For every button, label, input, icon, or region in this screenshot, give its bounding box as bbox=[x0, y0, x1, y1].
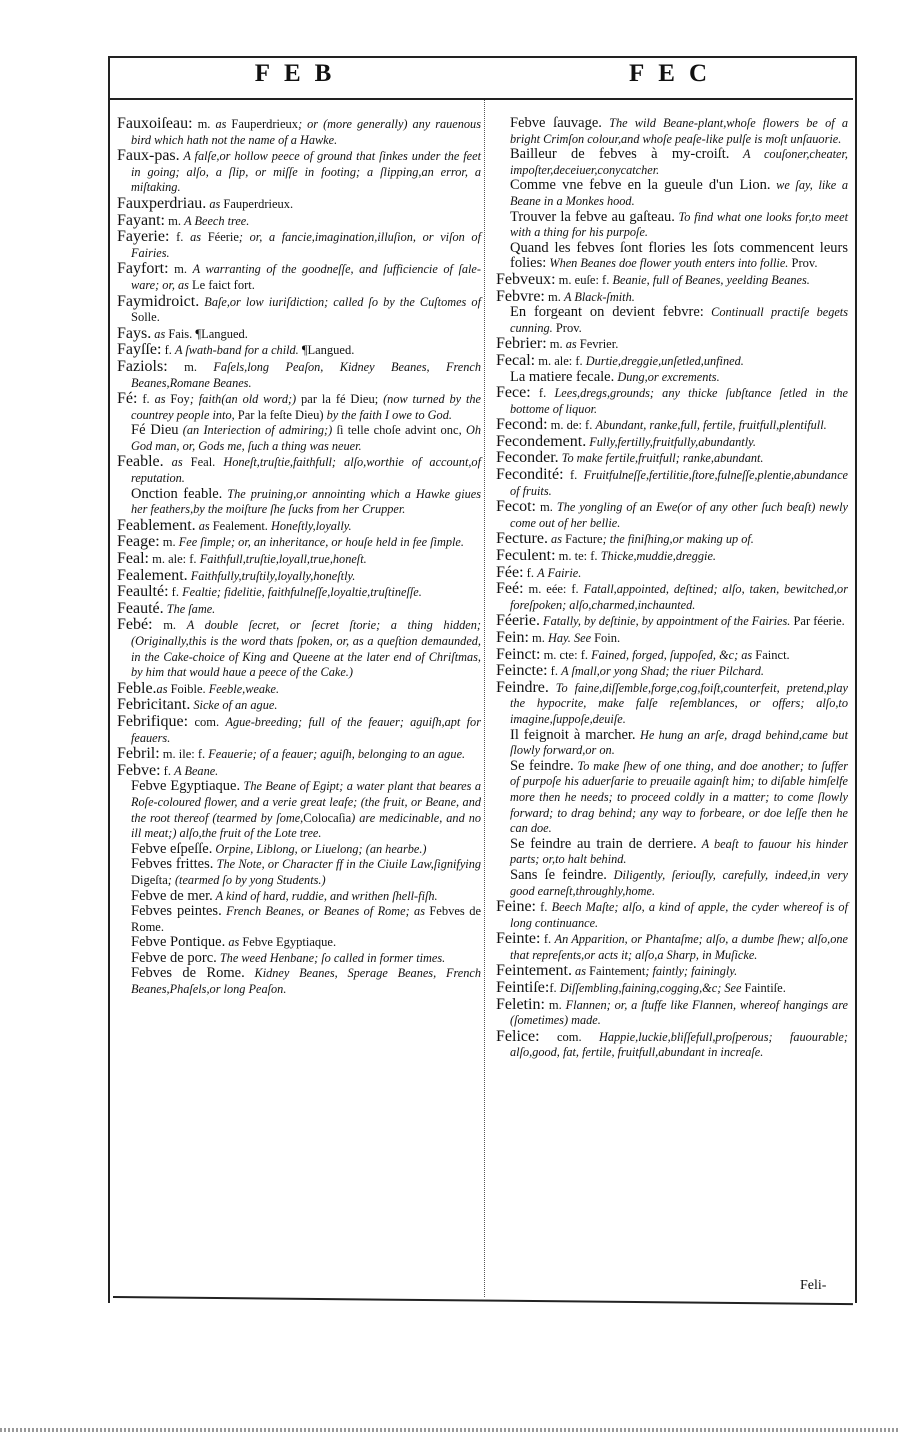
dictionary-entry bbox=[117, 116, 481, 148]
dictionary-subentry bbox=[496, 837, 848, 868]
dictionary-entry bbox=[496, 353, 848, 370]
french-reference: Solle. bbox=[131, 310, 160, 325]
headword: Comme vne febve en la gueule d'un Lion. bbox=[510, 177, 771, 194]
definition-text: as bbox=[156, 681, 171, 696]
headword: Fecot: bbox=[496, 498, 536, 516]
definition-text: Honeſt,truſtie,faithfull; alſo,worthie of account,of reputation. bbox=[131, 455, 481, 486]
dictionary-subentry bbox=[496, 370, 848, 386]
dictionary-entry bbox=[496, 630, 848, 647]
catchword: Feli- bbox=[800, 1278, 827, 1293]
grammar-label: m. bbox=[544, 997, 566, 1012]
definition-text: A beaſt to fauour his hinder parts; or,to halt behind. bbox=[510, 836, 848, 867]
definition-text: Abundant, ranke,full, fertile, fruitfull,plentifull. bbox=[595, 418, 827, 433]
dictionary-subentry bbox=[117, 779, 481, 841]
dictionary-entry bbox=[496, 499, 848, 531]
definition-text: To make fertile,fruitfull; ranke,abundant. bbox=[558, 451, 764, 466]
grammar-label: m. bbox=[168, 262, 193, 277]
definition-text: Oh God man, or, Gods me, ſuch a thing was neuer. bbox=[131, 423, 482, 453]
definition-text: Faſels,long Peaſon, Kidney Beanes, French Beanes,Romane Beanes. bbox=[131, 359, 481, 390]
headword: Fecondité: bbox=[496, 466, 564, 484]
french-reference: Fauperdrieux bbox=[231, 117, 299, 131]
definition-text: Fatall,appointed, deſtined; alſo, taken, bewitched,or foreſpoken; alſo,charmed,inchaunted. bbox=[510, 582, 848, 612]
dictionary-entry bbox=[117, 391, 481, 423]
dictionary-entry bbox=[496, 272, 848, 289]
dictionary-entry bbox=[496, 899, 848, 931]
headword: Febveux: bbox=[496, 270, 556, 288]
definition-text: Fealtie; fidelitie, faithfulneſſe,loyaltie,truſtineſſe. bbox=[182, 585, 422, 600]
definition-text: Fruitfulneſſe,fertilitie,ſtore,fulneſſe,plentie,abundance of fruits. bbox=[510, 468, 848, 498]
dictionary-subentry bbox=[496, 147, 848, 178]
definition-text: The Beane of Egipt; a water plant that beares a Roſe-coloured flower, and a verie great leafe; (the fruit, or Beane, and the root thereof (tearmed by ſome, bbox=[131, 779, 481, 825]
definition-text: To make ſhew of one thing, and doe another; to ſuffer of purpoſe his aduerſarie to preuaile againſt him; to diſable himſelfe more then he needs; to proceed coldly in a matter; to come ſlowly forward; to drag behind; any way to forbeare, or doe leſſe then he can doe. bbox=[510, 758, 848, 836]
dictionary-entry bbox=[496, 581, 848, 613]
french-reference: Par la feſte Dieu) bbox=[237, 407, 324, 422]
dictionary-subentry bbox=[117, 966, 481, 997]
dictionary-subentry bbox=[117, 935, 481, 951]
headword: Febve de mer. bbox=[131, 887, 213, 904]
definition-text: ; or (more generally) any rauenous bird which hath not the name of a Hawke. bbox=[131, 117, 481, 147]
headword: Feindre. bbox=[496, 678, 549, 696]
definition-text: Fee ſimple; or, an inheritance, or houſe held in fee ſimple. bbox=[178, 535, 464, 550]
headword: Fé Dieu bbox=[131, 422, 179, 439]
definition-text: ; (tearmed ſo by yong Students.) bbox=[167, 872, 326, 887]
definition-text: A warranting of the goodneſſe, and ſufficiencie of ſale-ware; or, as bbox=[131, 262, 481, 292]
headword: Fein: bbox=[496, 629, 529, 646]
definition-text: Feauerie; of a feauer; aguiſh, belonging to an ague. bbox=[208, 747, 466, 762]
dictionary-entry bbox=[496, 997, 848, 1029]
definition-text: (now turned by the countrey people into, bbox=[131, 392, 481, 422]
definition-text: ; or, a fancie,imagination,illuſion, or viſon of Fairies. bbox=[131, 230, 481, 260]
french-reference: Febve Egyptiaque. bbox=[242, 935, 337, 950]
definition-text: as bbox=[195, 518, 213, 533]
headword: Febve de porc. bbox=[131, 949, 217, 966]
headword: Fauxoiſeau: bbox=[117, 115, 193, 132]
french-reference: Féerie bbox=[207, 230, 239, 245]
definition-text: by the faith I owe to God. bbox=[323, 407, 452, 422]
grammar-label: com. bbox=[539, 1029, 599, 1044]
grammar-label: m. bbox=[192, 117, 216, 131]
dictionary-entry bbox=[117, 261, 481, 293]
dictionary-subentry bbox=[496, 178, 848, 209]
french-reference: Facture bbox=[565, 532, 603, 547]
dictionary-entry bbox=[496, 565, 848, 582]
dictionary-subentry bbox=[117, 487, 481, 518]
dictionary-entry bbox=[496, 450, 848, 467]
dictionary-entry bbox=[496, 680, 848, 728]
definition-text: Faithfully,truſtily,loyally,honeſtly. bbox=[187, 568, 356, 583]
definition-text: To faine,diſſemble,forge,cog,foiſt,counterfeit, pretend,play the hypocrite, make falſe reſemblances, or offers; alſo,to imagine,ſuppoſe,deuiſe. bbox=[510, 680, 848, 726]
headword: Feinte: bbox=[496, 930, 541, 948]
french-reference: Fainct. bbox=[755, 647, 790, 662]
grammar-label: f. bbox=[563, 468, 584, 483]
dictionary-entry bbox=[117, 584, 481, 601]
dictionary-subentry bbox=[496, 116, 848, 147]
headword: Febves peintes. bbox=[131, 903, 222, 920]
dictionary-entry bbox=[117, 454, 481, 486]
definition-text: Baſe,or low iuriſdiction; called ſo by the Cuſtomes of bbox=[199, 294, 481, 309]
definition-text: ; the finiſhing,or making up of. bbox=[602, 532, 754, 547]
headword: Febves frittes. bbox=[131, 856, 214, 873]
headword: Fayerie: bbox=[117, 228, 170, 246]
dictionary-entry bbox=[117, 697, 481, 714]
dictionary-entry bbox=[117, 681, 481, 698]
definition-text: Honeſtly,loyally. bbox=[267, 518, 352, 533]
headword: Febve: bbox=[117, 761, 161, 779]
definition-text: as bbox=[547, 532, 566, 547]
definition-text: (an Interiection of admiring;) bbox=[178, 423, 337, 438]
headword: Fayfort: bbox=[117, 260, 169, 278]
dictionary-subentry bbox=[117, 904, 481, 935]
definition-text: Ague-breeding; full of the feauer; aguiſh,apt for feauers. bbox=[131, 714, 481, 745]
definition-text: as bbox=[190, 230, 208, 245]
headword: Felice: bbox=[496, 1027, 540, 1045]
dictionary-entry bbox=[496, 931, 848, 963]
definition-text: as bbox=[571, 964, 590, 979]
definition-text: as bbox=[154, 392, 171, 407]
grammar-label: f. bbox=[530, 386, 555, 401]
definition-text: To find what one looks for,to meet with a thing for his purpoſe. bbox=[510, 209, 848, 240]
french-reference: Faintement bbox=[589, 964, 646, 979]
dictionary-entry bbox=[496, 548, 848, 565]
grammar-label: f. bbox=[169, 230, 191, 245]
definition-text: A kind of hard, ruddie, and writhen ſhell-fiſh. bbox=[212, 888, 438, 903]
french-reference: Fais. ¶Langued. bbox=[168, 326, 248, 341]
grammar-label: f. bbox=[523, 565, 538, 580]
dictionary-entry bbox=[117, 601, 481, 618]
dictionary-entry bbox=[496, 647, 848, 664]
dictionary-entry bbox=[117, 229, 481, 261]
grammar-label: m. bbox=[536, 500, 557, 515]
dictionary-entry bbox=[117, 213, 481, 230]
dictionary-entry bbox=[496, 336, 848, 353]
grammar-label: m. bbox=[159, 535, 179, 550]
definition-text: as bbox=[151, 326, 169, 341]
headword: Febrier: bbox=[496, 335, 547, 353]
headword: Fays. bbox=[117, 324, 152, 342]
definition-text: A falſe,or hollow peece of ground that ſinkes under the feet in going; alſo, a ſlip, or miſſe in footing; a ſlipping,an error, a miſtaking. bbox=[131, 149, 481, 195]
french-reference: ¶Langued. bbox=[301, 343, 355, 358]
definition-text: as bbox=[565, 337, 580, 352]
grammar-label: m. de: f. bbox=[547, 418, 596, 433]
headword: Febves de Rome. bbox=[131, 965, 245, 982]
headword: Faziols: bbox=[117, 357, 168, 375]
definition-text: The weed Henbane; ſo called in former times. bbox=[216, 950, 446, 965]
headword: Feaulté: bbox=[117, 583, 169, 601]
grammar-label: m. ile: f. bbox=[159, 747, 209, 762]
french-reference: Faintiſe. bbox=[744, 981, 786, 996]
headword: Fayſſe: bbox=[117, 341, 162, 359]
headword: Feculent: bbox=[496, 547, 556, 565]
definition-text: Continuall practiſe begets cunning. bbox=[510, 305, 848, 335]
definition-text: as bbox=[206, 196, 224, 211]
grammar-label: f. bbox=[536, 900, 552, 915]
headword: Feletin: bbox=[496, 995, 545, 1013]
dictionary-entry bbox=[117, 617, 481, 680]
headword: Feauté. bbox=[117, 599, 164, 617]
definition-text: A ſmall,or yong Shad; the riuer Pilchard. bbox=[561, 664, 764, 679]
dictionary-entry bbox=[117, 551, 481, 568]
headword: Febve Pontique. bbox=[131, 934, 226, 951]
headword: Feble. bbox=[117, 679, 157, 697]
definition-text: A Black-ſmith. bbox=[563, 289, 635, 304]
definition-text: Feeble,weake. bbox=[205, 681, 280, 696]
definition-text: Fully,fertilly,fruitfully,abundantly. bbox=[586, 434, 756, 449]
dictionary-entry bbox=[117, 326, 481, 343]
definition-text: A Fairie. bbox=[537, 565, 582, 580]
definition-text: Lees,dregs,grounds; any thicke ſubſtance ſetled in the bottome of liquor. bbox=[510, 386, 848, 416]
dictionary-entry bbox=[496, 434, 848, 451]
grammar-label: f. bbox=[161, 343, 175, 358]
headword: Féerie. bbox=[496, 612, 540, 630]
headword: Febvre: bbox=[496, 287, 545, 305]
header-rule-right bbox=[485, 98, 853, 100]
french-reference: Fevrier. bbox=[579, 337, 619, 352]
column-divider bbox=[484, 100, 485, 1297]
definition-text: A Beech tree. bbox=[184, 213, 250, 228]
headword: Fealement. bbox=[117, 566, 188, 584]
definition-text: Kidney Beanes, Sperage Beanes, French Beanes,Phaſels,or long Peaſon. bbox=[131, 966, 482, 997]
scan-edge bbox=[0, 1428, 899, 1432]
dictionary-entry bbox=[496, 613, 848, 630]
dictionary-subentry bbox=[496, 868, 848, 899]
dictionary-entry bbox=[117, 148, 481, 196]
grammar-label: m. euſe: f. bbox=[555, 272, 613, 287]
dictionary-entry bbox=[117, 342, 481, 359]
dictionary-entry bbox=[496, 385, 848, 417]
dictionary-subentry bbox=[117, 857, 481, 888]
french-reference: Digeſta bbox=[131, 872, 168, 887]
definition-text: He hung an arſe, dragd behind,came but ſlowly forward,or on. bbox=[510, 727, 848, 758]
definition-text: Diſſembling,faining,cogging,&c; See bbox=[559, 981, 745, 996]
headword: Fé: bbox=[117, 390, 138, 408]
french-reference: par la fé Dieu; bbox=[301, 392, 379, 407]
french-reference: Prov. bbox=[788, 256, 818, 271]
dictionary-entry bbox=[117, 534, 481, 551]
french-reference: Foible. bbox=[170, 681, 206, 696]
headword: La matiere fecale. bbox=[510, 368, 615, 385]
headword: Feincte: bbox=[496, 662, 548, 680]
headword: Feconder. bbox=[496, 449, 559, 467]
dictionary-entry bbox=[496, 980, 848, 997]
grammar-label: m. bbox=[152, 618, 187, 633]
french-reference: Febves de Rome. bbox=[131, 904, 481, 934]
definition-text: Diligently, ſeriouſly, carefully, indeed,in very good earneſt,throughly,home. bbox=[510, 867, 848, 898]
grammar-label: m. bbox=[546, 337, 566, 352]
definition-text: The yongling of an Ewe(or of any other ſuch beaſt) newly come out of her bellie. bbox=[510, 500, 848, 530]
dictionary-subentry bbox=[496, 241, 848, 272]
grammar-label: f. bbox=[168, 585, 183, 600]
definition-text: The Note, or Character ff in the Ciuile Law,ſignifying bbox=[213, 857, 481, 872]
headword: Faymidroict. bbox=[117, 292, 200, 310]
grammar-label: m. bbox=[528, 631, 548, 645]
grammar-label: m. bbox=[167, 359, 214, 374]
running-head-right: FEC bbox=[629, 60, 721, 87]
grammar-label: com. bbox=[188, 714, 226, 729]
definition-text: French Beanes, or Beanes of Rome; as bbox=[221, 904, 430, 919]
dictionary-entry bbox=[117, 196, 481, 213]
definition-text: A Beane. bbox=[174, 763, 219, 778]
headword: Feable. bbox=[117, 453, 164, 471]
grammar-label: m. ale: f. bbox=[535, 353, 586, 368]
grammar-label: m. te: f. bbox=[555, 549, 601, 564]
definition-text: Happie,luckie,bliſſefull,proſperous; fauourable; alſo,good, fat, fertile, fruitfull,abundant in increaſe. bbox=[510, 1029, 848, 1060]
french-reference: Par féerie. bbox=[790, 614, 845, 629]
headword: Feinct: bbox=[496, 645, 541, 663]
dictionary-entry bbox=[117, 746, 481, 763]
headword: Trouver la febve au gaſteau. bbox=[510, 208, 675, 225]
definition-text: Fained, forged, ſuppoſed, &c; as bbox=[591, 647, 756, 662]
dictionary-subentry bbox=[117, 423, 481, 454]
definition-text: as bbox=[163, 455, 191, 470]
french-reference: Colocaſia bbox=[303, 810, 352, 825]
french-reference: Foy bbox=[170, 392, 190, 407]
grammar-label: m. cte: f. bbox=[540, 647, 592, 662]
headword: Fauxperdriau. bbox=[117, 194, 207, 212]
definition-text: The wild Beane-plant,whoſe flowers be of a bright Crimſon colour,and whoſe peaſe-like pulſe is moſt unſauorie. bbox=[510, 116, 848, 146]
running-head-left: FEB bbox=[254, 60, 346, 87]
dictionary-entry bbox=[496, 531, 848, 548]
definition-text: Beanie, full of Beanes, yeelding Beanes. bbox=[612, 272, 810, 287]
headword: Febrifique: bbox=[117, 712, 189, 730]
grammar-label: f. bbox=[547, 664, 562, 679]
definition-text: Fatally, by deſtinie, by appointment of the Fairies. bbox=[539, 614, 791, 629]
dictionary-subentry bbox=[117, 889, 481, 905]
dictionary-subentry bbox=[496, 210, 848, 241]
definition-text: Thicke,muddie,dreggie. bbox=[600, 549, 716, 564]
grammar-label: f. bbox=[137, 392, 155, 407]
headword: Febricitant. bbox=[117, 696, 191, 714]
dictionary-subentry bbox=[496, 305, 848, 336]
headword: Sans ſe feindre. bbox=[510, 866, 607, 883]
headword: Il feignoit à marcher. bbox=[510, 726, 636, 743]
headword: Febril: bbox=[117, 745, 160, 763]
dictionary-entry bbox=[117, 763, 481, 780]
grammar-label: f. bbox=[549, 981, 560, 996]
definition-text: A double ſecret, or ſecret ſtorie; a thing hidden; (Originally,this is the word thats ſpoken, or, as a queſtion demaunded, in the Cake-choice of King and Queene at the later end of Chriſtmas, by him that would haue a peece of the Cake.) bbox=[131, 618, 481, 680]
definition-text: Orpine, Liblong, or Liuelong; (an hearbe.) bbox=[212, 841, 427, 856]
definition-text: Hay. See bbox=[548, 631, 595, 645]
right-column bbox=[496, 116, 848, 1061]
definition-text: Sicke of an ague. bbox=[190, 698, 278, 713]
french-reference: Fauperdrieux. bbox=[223, 196, 294, 211]
definition-text: The pruining,or annointing which a Hawke giues her feathers,by the moiſture ſhe ſucks from her Crupper. bbox=[131, 486, 481, 517]
grammar-label: m. eée: f. bbox=[523, 582, 584, 597]
headword: En forgeant on devient febvre: bbox=[510, 304, 704, 321]
french-reference: Feal. bbox=[190, 455, 216, 470]
definition-text: The ſame. bbox=[163, 601, 216, 616]
dictionary-entry bbox=[496, 467, 848, 499]
grammar-label: f. bbox=[160, 763, 175, 778]
left-column bbox=[117, 116, 481, 998]
dictionary-subentry bbox=[496, 728, 848, 759]
headword: Fée: bbox=[496, 563, 524, 581]
definition-text: as bbox=[225, 935, 243, 950]
dictionary-entry bbox=[496, 1029, 848, 1061]
dictionary-entry bbox=[117, 359, 481, 391]
dictionary-entry bbox=[117, 568, 481, 585]
headword: Febé: bbox=[117, 616, 153, 634]
definition-text: as bbox=[215, 117, 232, 131]
definition-text: Dung,or excrements. bbox=[614, 369, 720, 384]
dictionary-entry bbox=[117, 518, 481, 535]
definition-text: A couſoner,cheater, impoſter,deceiuer,conycatcher. bbox=[510, 147, 848, 177]
grammar-label: f. bbox=[540, 932, 555, 947]
headword: Quand les febves ſont flories les ſots commencent leurs folies: bbox=[510, 239, 848, 272]
headword: Feablement. bbox=[117, 516, 196, 534]
dictionary-subentry bbox=[117, 951, 481, 967]
headword: Feage: bbox=[117, 533, 160, 551]
headword: Se feindre au train de derriere. bbox=[510, 835, 697, 852]
dictionary-entry bbox=[117, 294, 481, 326]
grammar-label: m. bbox=[544, 289, 564, 304]
definition-text: An Apparition, or Phantaſme; alſo, a dumbe ſhew; alſo,one that repreſents,or acts it; alſo,a Sharp, in Muſicke. bbox=[510, 932, 848, 962]
french-reference: Le faict fort. bbox=[192, 277, 255, 292]
headword: Bailleur de febves à my-croiſt. bbox=[510, 146, 730, 163]
definition-text: ; faintly; fainingly. bbox=[645, 964, 738, 979]
definition-text: ; faith(an old word;) bbox=[189, 392, 302, 407]
definition-text: When Beanes doe flower youth enters into follie. bbox=[546, 256, 789, 271]
headword: Fecture. bbox=[496, 530, 548, 548]
dictionary-entry bbox=[496, 663, 848, 680]
definition-text: ) are medicinable, and no ill meat;) alſo,the fruit of the Lote tree. bbox=[131, 810, 481, 841]
dictionary-entry bbox=[496, 963, 848, 980]
headword: Feintement. bbox=[496, 962, 572, 980]
headword: Fece: bbox=[496, 384, 531, 402]
headword: Febve ſauvage. bbox=[510, 115, 602, 131]
headword: Onction feable. bbox=[131, 485, 223, 502]
definition-text: Durtie,dreggie,unſetled,unfined. bbox=[585, 353, 744, 368]
headword: Feine: bbox=[496, 898, 536, 916]
dictionary-subentry bbox=[496, 759, 848, 837]
definition-text: Faithfull,truſtie,loyall,true,honeſt. bbox=[199, 552, 367, 567]
definition-text: we ſay, like a Beane in a Monkes hood. bbox=[510, 178, 848, 208]
definition-text: A ſwath-band for a child. bbox=[174, 343, 302, 358]
french-reference: ſi telle choſe advint onc, bbox=[336, 423, 462, 438]
grammar-label: m. ale: f. bbox=[149, 552, 200, 567]
headword: Feé: bbox=[496, 580, 524, 598]
grammar-label: m. bbox=[165, 213, 185, 228]
headword: Feal: bbox=[117, 550, 149, 568]
headword: Fayant: bbox=[117, 211, 165, 229]
definition-text: Flannen; or, a ſtuffe like Flannen, whereof hangings are (ſometimes) made. bbox=[510, 997, 848, 1028]
headword: Feintiſe: bbox=[496, 979, 550, 997]
headword: Febve Egyptiaque. bbox=[131, 778, 241, 795]
headword: Se feindre. bbox=[510, 757, 574, 774]
definition-text: Beech Maſte; alſo, a kind of apple, the cyder whereof is of long continuance. bbox=[510, 900, 848, 930]
headword: Fecal: bbox=[496, 351, 536, 369]
headword: Febve eſpeſſe. bbox=[131, 840, 213, 857]
dictionary-entry bbox=[496, 417, 848, 434]
french-reference: Foin. bbox=[594, 631, 621, 645]
dictionary-entry bbox=[117, 714, 481, 746]
headword: Fecondement. bbox=[496, 432, 587, 450]
dictionary-subentry bbox=[117, 842, 481, 858]
headword: Faux-pas. bbox=[117, 147, 180, 165]
dictionary-entry bbox=[496, 289, 848, 306]
french-reference: Prov. bbox=[552, 320, 582, 335]
french-reference: Fealement. bbox=[212, 518, 268, 533]
header-rule-left bbox=[110, 98, 485, 100]
headword: Fecond: bbox=[496, 416, 548, 434]
